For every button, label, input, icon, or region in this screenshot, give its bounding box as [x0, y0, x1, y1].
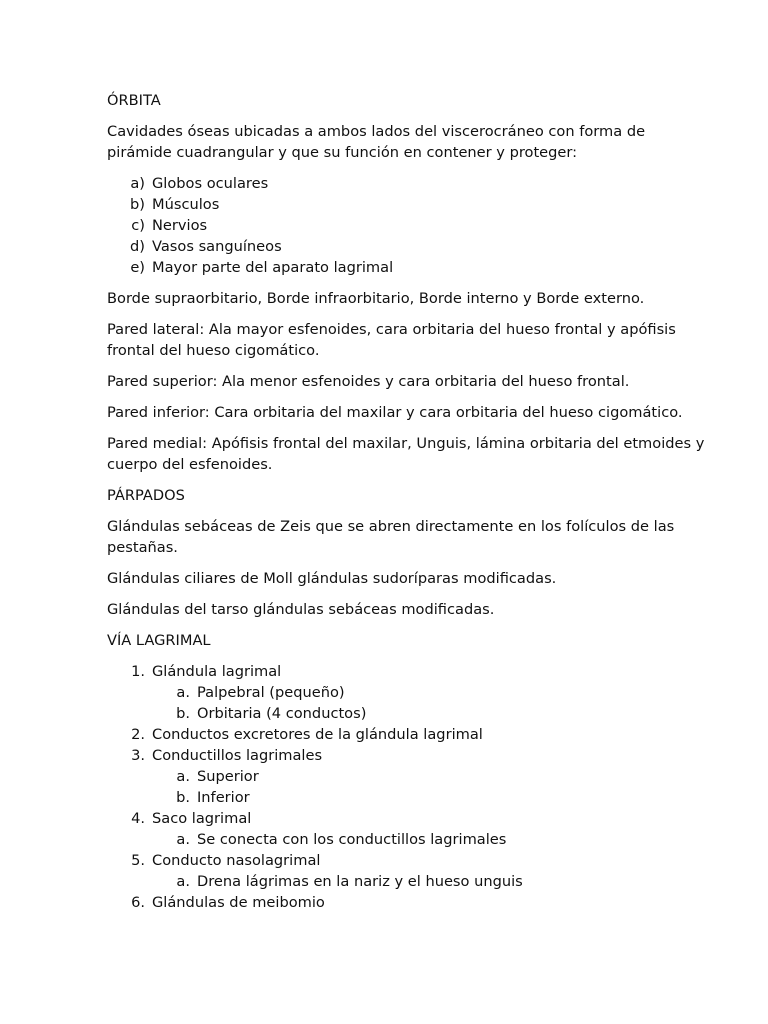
list-item-text: Nervios	[152, 217, 208, 234]
sublist-item-text: Inferior	[197, 789, 250, 806]
list-item	[107, 808, 707, 850]
list-marker: a.	[176, 873, 190, 890]
list-marker: 4.	[131, 810, 145, 827]
list-item	[107, 724, 707, 745]
sublist	[107, 871, 707, 892]
list-item	[107, 194, 707, 215]
list-marker: b.	[176, 789, 190, 806]
list-item	[107, 850, 707, 892]
list-item-text: Conducto nasolagrimal	[152, 852, 321, 869]
orbita-intro: Cavidades óseas ubicadas a ambos lados del viscerocráneo con forma de pirámide cuadrangular y que su función en contener y proteger:	[107, 123, 646, 161]
list-item-text: Mayor parte del aparato lagrimal	[152, 259, 394, 276]
list-item-text: Conductillos lagrimales	[152, 747, 323, 764]
list-marker: 6.	[131, 894, 145, 911]
sublist-item-text: Se conecta con los conductillos lagrimales	[197, 831, 507, 848]
list-marker: 2.	[131, 726, 145, 743]
list-marker: a.	[176, 684, 190, 701]
sublist	[107, 766, 707, 808]
sublist-item-text: Orbitaria (4 conductos)	[197, 705, 367, 722]
sublist-item-text: Palpebral (pequeño)	[197, 684, 345, 701]
sublist-item-text: Drena lágrimas en la nariz y el hueso unguis	[197, 873, 523, 890]
sublist	[107, 682, 707, 724]
pared-superior-paragraph: Pared superior: Ala menor esfenoides y cara orbitaria del hueso frontal.	[107, 373, 630, 390]
sublist	[107, 829, 707, 850]
list-marker: a.	[176, 831, 190, 848]
list-marker: b)	[130, 196, 145, 213]
section-title-parpados: PÁRPADOS	[107, 487, 185, 504]
list-marker: d)	[130, 238, 145, 255]
pared-medial-paragraph: Pared medial: Apófisis frontal del maxilar, Unguis, lámina orbitaria del etmoides y cuerpo del esfenoides.	[107, 435, 705, 473]
pared-inferior-paragraph: Pared inferior: Cara orbitaria del maxilar y cara orbitaria del hueso cigomático.	[107, 404, 683, 421]
list-marker: c)	[131, 217, 145, 234]
sublist-item	[107, 682, 707, 703]
section-title-orbita: ÓRBITA	[107, 92, 161, 109]
list-item-text: Vasos sanguíneos	[152, 238, 282, 255]
sublist-item	[107, 871, 707, 892]
list-item	[107, 173, 707, 194]
sublist-item-text: Superior	[197, 768, 259, 785]
list-marker: a)	[130, 175, 145, 192]
list-item	[107, 257, 707, 278]
list-marker: a.	[176, 768, 190, 785]
list-marker: 1.	[131, 663, 145, 680]
section-title-via-lagrimal: VÍA LAGRIMAL	[107, 632, 211, 649]
list-item	[107, 892, 707, 913]
list-item-text: Conductos excretores de la glándula lagrimal	[152, 726, 483, 743]
tarso-paragraph: Glándulas del tarso glándulas sebáceas modificadas.	[107, 601, 495, 618]
list-item	[107, 661, 707, 724]
list-item	[107, 745, 707, 808]
sublist-item	[107, 787, 707, 808]
list-marker: 3.	[131, 747, 145, 764]
zeis-paragraph: Glándulas sebáceas de Zeis que se abren directamente en los folículos de las pestañas.	[107, 518, 675, 556]
list-item	[107, 215, 707, 236]
via-lagrimal-list	[107, 661, 707, 913]
orbita-list	[107, 173, 707, 278]
bordes-paragraph: Borde supraorbitario, Borde infraorbitario, Borde interno y Borde externo.	[107, 290, 645, 307]
list-marker: 5.	[131, 852, 145, 869]
list-marker: b.	[176, 705, 190, 722]
list-marker: e)	[130, 259, 145, 276]
pared-lateral-paragraph: Pared lateral: Ala mayor esfenoides, cara orbitaria del hueso frontal y apófisis frontal del hueso cigomático.	[107, 321, 676, 359]
list-item-text: Músculos	[152, 196, 220, 213]
list-item-text: Saco lagrimal	[152, 810, 252, 827]
list-item-text: Glándulas de meibomio	[152, 894, 325, 911]
moll-paragraph: Glándulas ciliares de Moll glándulas sudoríparas modificadas.	[107, 570, 557, 587]
sublist-item	[107, 766, 707, 787]
document-page	[107, 90, 707, 923]
sublist-item	[107, 703, 707, 724]
list-item-text: Glándula lagrimal	[152, 663, 282, 680]
list-item	[107, 236, 707, 257]
sublist-item	[107, 829, 707, 850]
list-item-text: Globos oculares	[152, 175, 269, 192]
